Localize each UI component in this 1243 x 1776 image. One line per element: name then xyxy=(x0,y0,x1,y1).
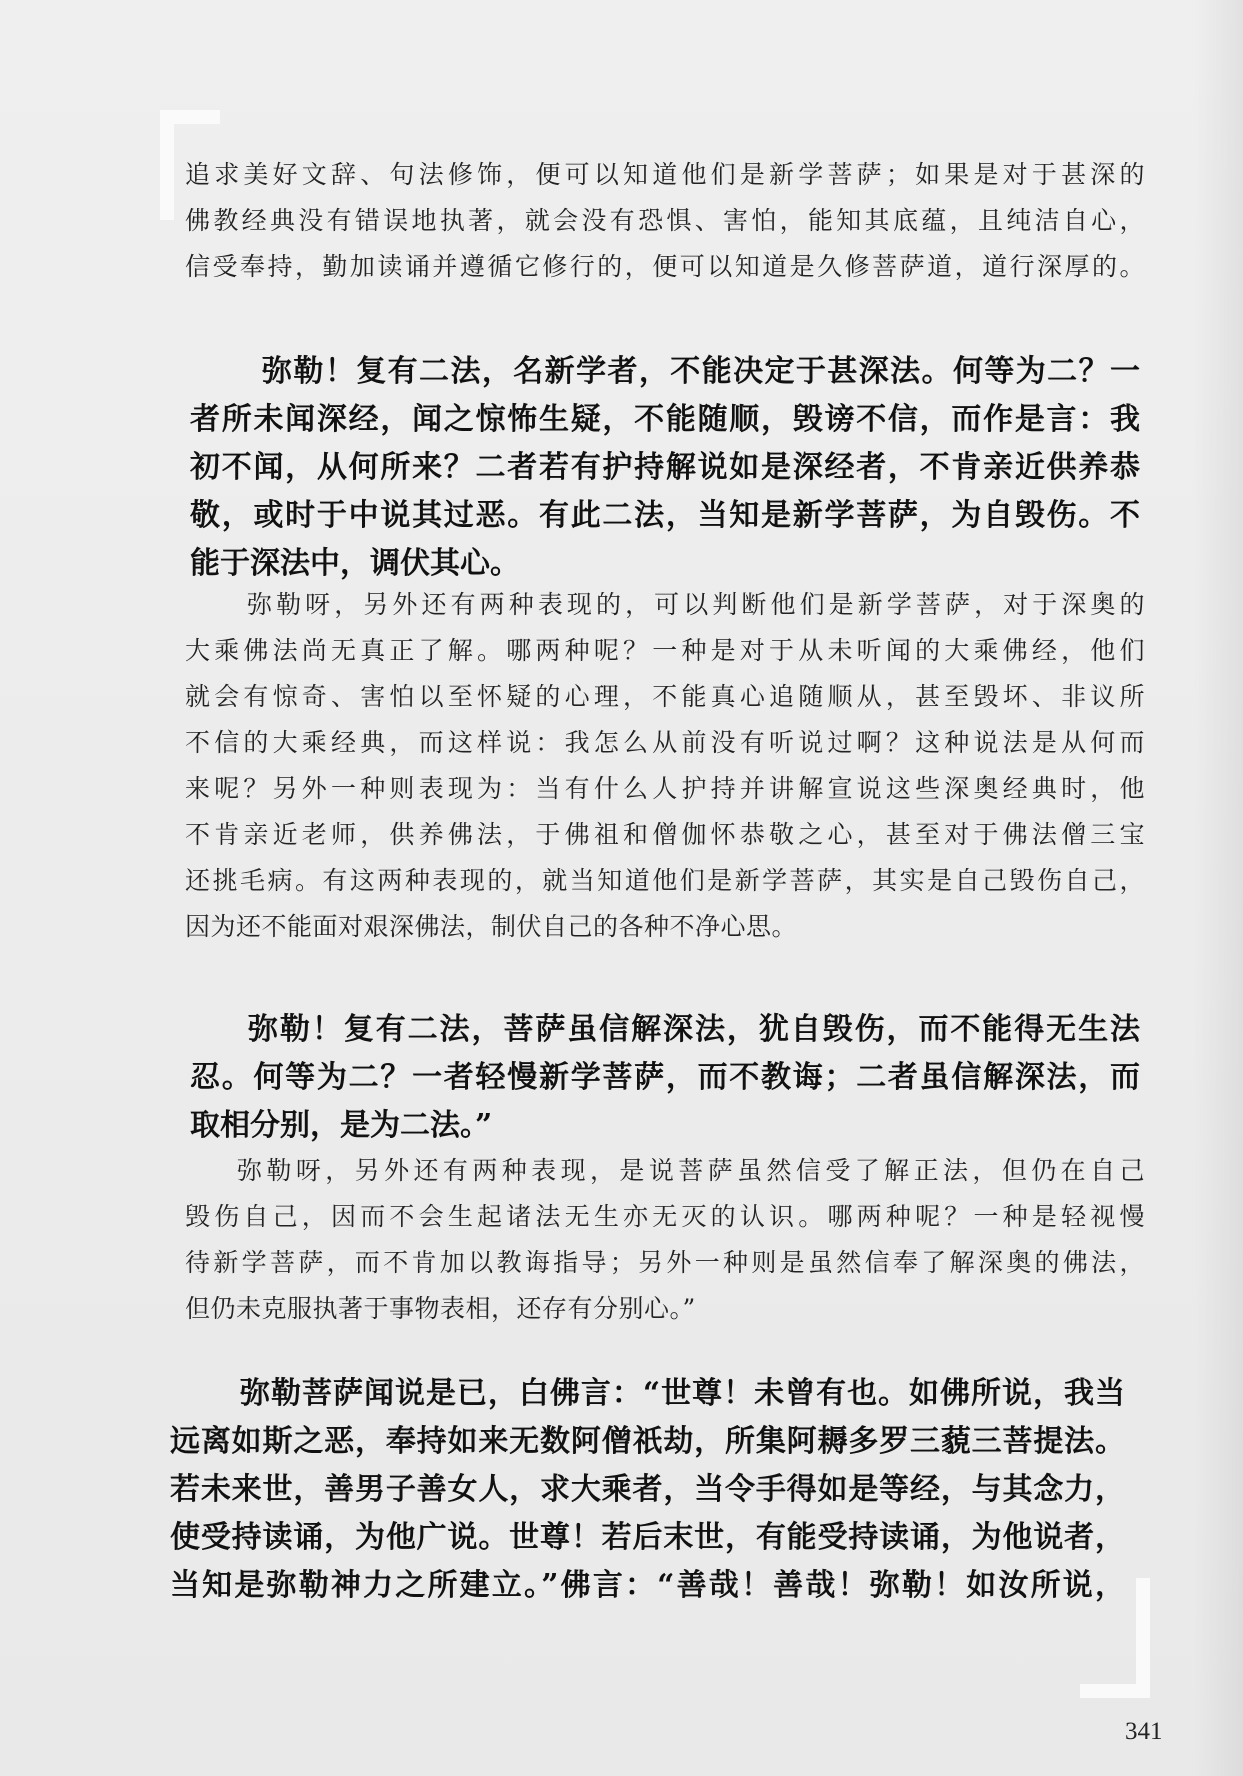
text-line: 待新学菩萨，而不肯加以教诲指导；另外一种则是虽然信奉了解深奥的佛法， xyxy=(185,1248,1145,1277)
translation-paragraph xyxy=(185,152,1145,290)
text-line: 因为还不能面对艰深佛法，制伏自己的各种不净心思。 xyxy=(185,912,798,941)
text-line: 者所未闻深经，闻之惊怖生疑，不能随顺，毁谤不信，而作是言：我 xyxy=(190,402,1140,437)
sutra-paragraph xyxy=(190,348,1140,588)
page-number: 341 xyxy=(1125,1718,1163,1745)
text-line: 弥勒呀，另外还有两种表现的，可以判断他们是新学菩萨，对于深奥的 xyxy=(247,590,1145,619)
text-line: 来呢？另外一种则表现为：当有什么人护持并讲解宣说这些深奥经典时，他 xyxy=(185,774,1145,803)
text-line: 敬，或时于中说其过恶。有此二法，当知是新学菩萨，为自毁伤。不 xyxy=(190,498,1140,533)
translation-paragraph xyxy=(185,582,1145,950)
text-line: 取相分别，是为二法。” xyxy=(190,1108,493,1143)
text-line: 追求美好文辞、句法修饰，便可以知道他们是新学菩萨；如果是对于甚深的 xyxy=(185,160,1145,189)
text-line: 弥勒！复有二法，菩萨虽信解深法，犹自毁伤，而不能得无生法 xyxy=(248,1012,1140,1047)
text-line: 初不闻，从何所来？二者若有护持解说如是深经者，不肯亲近供养恭 xyxy=(190,450,1140,485)
translation-paragraph xyxy=(185,1148,1145,1332)
text-line: 信受奉持，勤加读诵并遵循它修行的，便可以知道是久修菩萨道，道行深厚的。 xyxy=(185,252,1145,281)
sutra-paragraph xyxy=(190,1006,1140,1150)
text-line: 大乘佛法尚无真正了解。哪两种呢？一种是对于从未听闻的大乘佛经，他们 xyxy=(185,636,1145,665)
text-line: 还挑毛病。有这两种表现的，就当知道他们是新学菩萨，其实是自己毁伤自己， xyxy=(185,866,1145,895)
text-line: 使受持读诵，为他广说。世尊！若后末世，有能受持读诵，为他说者， xyxy=(170,1520,1125,1555)
page-edge-shadow xyxy=(1193,0,1243,1776)
text-line: 弥勒！复有二法，名新学者，不能决定于甚深法。何等为二？一 xyxy=(262,354,1140,389)
text-line: 忍。何等为二？一者轻慢新学菩萨，而不教诲；二者虽信解深法，而 xyxy=(190,1060,1140,1095)
text-line: 当知是弥勒神力之所建立。”佛言：“善哉！善哉！弥勒！如汝所说， xyxy=(170,1568,1125,1603)
text-line: 能于深法中，调伏其心。 xyxy=(190,546,520,581)
sutra-paragraph xyxy=(170,1370,1125,1610)
text-line: 不肯亲近老师，供养佛法，于佛祖和僧伽怀恭敬之心，甚至对于佛法僧三宝 xyxy=(185,820,1145,849)
text-line: 弥勒菩萨闻说是已，白佛言：“世尊！未曾有也。如佛所说，我当 xyxy=(240,1376,1125,1411)
text-line: 若未来世，善男子善女人，求大乘者，当令手得如是等经，与其念力， xyxy=(170,1472,1125,1507)
text-line: 不信的大乘经典，而这样说：我怎么从前没有听说过啊？这种说法是从何而 xyxy=(185,728,1145,757)
text-line: 弥勒呀，另外还有两种表现，是说菩萨虽然信受了解正法，但仍在自己 xyxy=(237,1156,1145,1185)
text-line: 毁伤自己，因而不会生起诸法无生亦无灭的认识。哪两种呢？一种是轻视慢 xyxy=(185,1202,1145,1231)
text-line: 就会有惊奇、害怕以至怀疑的心理，不能真心追随顺从，甚至毁坏、非议所 xyxy=(185,682,1145,711)
text-line: 佛教经典没有错误地执著，就会没有恐惧、害怕，能知其底蕴，且纯洁自心， xyxy=(185,206,1145,235)
text-line: 远离如斯之恶，奉持如来无数阿僧祇劫，所集阿耨多罗三藐三菩提法。 xyxy=(170,1424,1125,1459)
text-line: 但仍未克服执著于事物表相，还存有分别心。” xyxy=(185,1294,696,1323)
